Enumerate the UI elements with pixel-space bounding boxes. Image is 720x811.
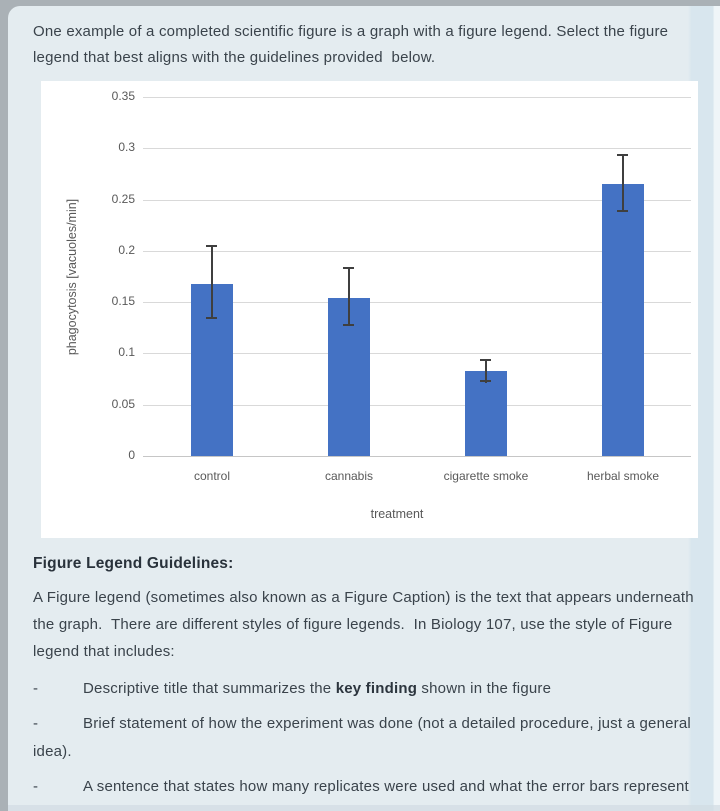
main-content (8, 6, 720, 801)
error-bar-cap-bottom (617, 210, 628, 212)
x-category-label: herbal smoke (586, 469, 660, 483)
y-gridline (143, 148, 691, 149)
error-bar-cap-top (206, 245, 217, 247)
error-bar-cap-bottom (343, 324, 354, 326)
bullet-text-pre: Brief statement of how the experiment was done (not a detailed procedure, just a general idea). (33, 715, 691, 760)
y-axis-title: phagocytosis [vacuoles/min] (65, 198, 79, 356)
bullet-text-pre: Descriptive title that summarizes the (83, 680, 336, 697)
y-axis-tick-label: 0.05 (111, 397, 135, 411)
page-panel (8, 6, 720, 811)
y-axis-tick-label: 0 (128, 448, 135, 462)
guideline-bullet-replicates (33, 773, 700, 801)
bar-herbal-smoke (602, 184, 644, 456)
error-bar-cap-top (343, 267, 354, 269)
bar-cigarette-smoke (465, 371, 507, 456)
error-bar-line (211, 245, 213, 319)
y-axis-tick-label: 0.1 (118, 345, 135, 359)
x-category-label: cannabis (324, 469, 374, 483)
error-bar-line (622, 154, 624, 211)
y-gridline (143, 97, 691, 98)
y-axis-tick-label: 0.15 (111, 294, 135, 308)
guideline-bullet-descriptive-title (33, 675, 700, 703)
guideline-bullet-brief-statement (33, 710, 700, 766)
x-axis-line (143, 456, 691, 457)
error-bar-cap-top (617, 154, 628, 156)
x-category-label: cigarette smoke (443, 469, 529, 483)
figure-bar-chart (41, 81, 698, 538)
y-axis-tick-label: 0.2 (118, 243, 135, 257)
x-category-label: control (193, 469, 231, 483)
intro-text: One example of a completed scientific figure is a graph with a figure legend. Select the figure legend that best aligns with the guidelines provided below. (33, 23, 673, 66)
bullet-dash: - (33, 778, 39, 795)
y-axis-tick-label: 0.3 (118, 140, 135, 154)
bullet-text-bold: key finding (335, 680, 418, 697)
bullet-text-post: shown in the figure (417, 680, 552, 697)
panel-bottom-edge (8, 805, 720, 811)
error-bar-cap-bottom (206, 317, 217, 319)
bullet-dash: - (33, 715, 39, 732)
guidelines-heading: Figure Legend Guidelines: (33, 555, 234, 572)
bullet-text-pre: A sentence that states how many replicates were used and what the error bars represent (83, 778, 689, 795)
error-bar-line (348, 267, 350, 325)
x-axis-title: treatment (370, 507, 424, 521)
y-axis-tick-label: 0.25 (111, 192, 135, 206)
bullet-dash: - (33, 680, 39, 697)
guidelines-intro: A Figure legend (sometimes also known as a Figure Caption) is the text that appears underneath the graph. There are different styles of figure legends. In Biology 107, use the style of Figure legend that includes: (33, 589, 699, 660)
error-bar-cap-bottom (480, 380, 491, 382)
y-axis-tick-label: 0.35 (111, 89, 135, 103)
error-bar-cap-top (480, 359, 491, 361)
